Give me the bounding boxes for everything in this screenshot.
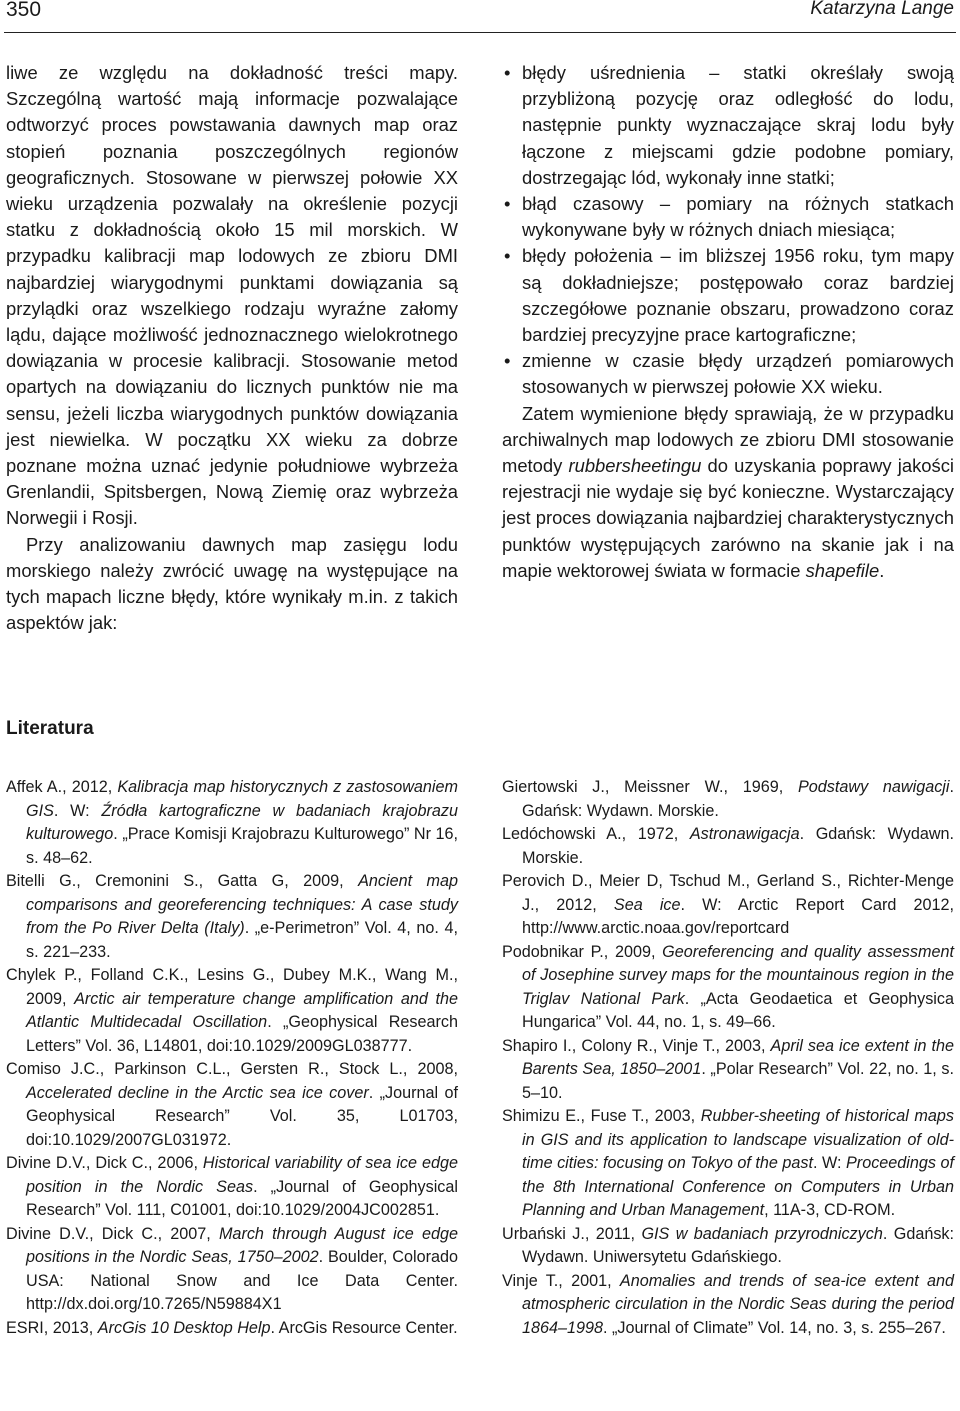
bullet-item xyxy=(502,348,954,400)
reference-text: . „Journal of Geophysical Research” Vol. 111, C01001, doi:10.1029/2004JC002851. xyxy=(26,1177,458,1219)
reference-text: Vinje T., 2001, xyxy=(502,1271,620,1290)
reference-text: Shapiro I., Colony R., Vinje T., 2003, xyxy=(502,1036,771,1055)
reference-title: April sea ice extent in the Barents Sea, 1850–2001 xyxy=(522,1036,954,1078)
bullet-list xyxy=(502,60,954,401)
reference-text: . Gdańsk: Wydawn. Uniwersytetu Gdańskiego. xyxy=(522,1224,955,1266)
bullet-icon: • xyxy=(504,245,511,267)
reference-title: GIS w badaniach przyrodniczych xyxy=(641,1224,883,1243)
reference-text: Comiso J.C., Parkinson C.L., Gersten R., Stock L., 2008, xyxy=(6,1060,458,1078)
reference-text: . „Polar Research” Vol. 22, no. 1, s. 5–10. xyxy=(522,1060,954,1102)
reference-title: ArcGis 10 Desktop Help xyxy=(97,1318,271,1337)
references-heading: Literatura xyxy=(6,718,94,739)
reference-title: Georeferencing and quality assessment of Josephine survey maps for the mountainous region in the Triglav National Park xyxy=(522,942,954,1008)
body-paragraph: Przy analizowaniu dawnych map zasięgu lodu morskiego należy zwrócić uwagę na występujące na tych mapach liczne błędy, które wynikały m.in. z takich aspektów jak: xyxy=(6,533,458,634)
text-run: do uzyskania poprawy jakości rejestracji nie wydaje się być konieczne. Wystarczający jest proces dowiązania najbardziej charakterystycznych punktów występujących zarówno na skanie jak i na mapie wektorowej świata w formacie xyxy=(502,455,954,581)
body-paragraph xyxy=(502,401,954,584)
reference-entry xyxy=(6,776,458,870)
bullet-icon: • xyxy=(504,350,511,372)
text-run: Zatem wymienione błędy sprawiają, że w przypadku archiwalnych map lodowych ze zbioru DMI stosowanie metody xyxy=(502,402,954,477)
reference-entry xyxy=(502,1270,954,1341)
header-rule xyxy=(4,32,956,33)
reference-text: . „Prace Komisji Krajobrazu Kulturowego” Nr 16, s. 48–62. xyxy=(26,825,458,867)
reference-title: Accelerated decline in the Arctic sea ice cover xyxy=(26,1083,369,1102)
italic-term: shapefile xyxy=(805,559,880,581)
reference-text: Affek A., 2012, xyxy=(6,778,118,796)
bullet-text: błędy położenia – im bliższej 1956 roku, tym mapy są dokładniejsze; postępowało coraz bardziej szczegółowe poznanie obszaru, prowadzono coraz bardziej precyzyjne prace kartograficzne; xyxy=(522,245,954,346)
reference-title: Arctic air temperature change amplification and the Atlantic Multidecadal Oscillation xyxy=(26,989,458,1031)
references-column-right xyxy=(502,776,954,1340)
reference-text: . Gdańsk: Wydawn. Morskie. xyxy=(522,825,955,867)
bullet-item xyxy=(502,60,954,191)
reference-text: Divine D.V., Dick C., 2006, xyxy=(6,1154,203,1172)
reference-text: ESRI, 2013, xyxy=(6,1318,98,1337)
reference-text: . Gdańsk: Wydawn. Morskie. xyxy=(522,778,955,820)
reference-title: Sea ice xyxy=(613,895,681,914)
references-column-left xyxy=(6,776,458,1340)
reference-title: Podstawy nawigacji xyxy=(797,778,950,796)
reference-text: Ledóchowski A., 1972, xyxy=(502,825,690,843)
bullet-icon: • xyxy=(504,62,511,83)
reference-text: Chylek P., Folland C.K., Lesins G., Dubey M.K., Wang M., 2009, xyxy=(6,966,458,1008)
reference-text: . W: Arctic Report Card 2012, http://www.arctic.noaa.gov/reportcard xyxy=(522,895,954,937)
reference-text: Bitelli G., Cremonini S., Gatta G, 2009, xyxy=(6,872,359,890)
reference-title: Rubber-sheeting of historical maps in GIS and its application to landscape visualization of old-time cities: focusing on Tokyo of the past xyxy=(522,1107,954,1172)
reference-entry xyxy=(502,823,954,870)
text-run: . xyxy=(879,559,885,581)
reference-text: . W: xyxy=(53,801,102,820)
reference-title: March through August ice edge positions in the Nordic Seas, 1750–2002 xyxy=(26,1224,458,1266)
bullet-item xyxy=(502,191,954,243)
bullet-text: zmienne w czasie błędy urządzeń pomiarowych stosowanych w pierwszej połowie XX wieku. xyxy=(522,350,954,398)
reference-entry xyxy=(502,870,954,941)
reference-entry xyxy=(502,1035,954,1106)
reference-text: . „Geophysical Research Letters” Vol. 36, L14801, doi:10.1029/2009GL038777. xyxy=(26,1013,458,1055)
reference-entry xyxy=(6,870,458,964)
reference-entry xyxy=(6,1223,458,1317)
reference-title: Astronawigacja xyxy=(689,825,800,843)
reference-entry xyxy=(502,776,954,823)
reference-entry xyxy=(502,1223,954,1270)
reference-text: Shimizu E., Fuse T., 2003, xyxy=(502,1107,701,1125)
reference-title: Kalibracja map historycznych z zastosowaniem GIS xyxy=(26,778,459,820)
running-head: Katarzyna Lange xyxy=(810,0,954,19)
body-column-right xyxy=(502,60,954,584)
reference-entry xyxy=(6,1317,458,1341)
reference-title: Anomalies and trends of sea-ice extent and atmospheric circulation in the Nordic Seas during the period 1864–1998 xyxy=(522,1271,954,1337)
reference-text: . W: xyxy=(813,1154,846,1172)
reference-text: Podobnikar P., 2009, xyxy=(502,942,663,961)
reference-text: . „Journal of Climate” Vol. 14, no. 3, s. 255–267. xyxy=(603,1318,946,1337)
reference-text: . „Journal of Geophysical Research” Vol. 35, L01703, doi:10.1029/2007GL031972. xyxy=(26,1083,458,1149)
body-column-left xyxy=(6,60,458,636)
page-number: 350 xyxy=(6,0,42,21)
reference-entry xyxy=(502,941,954,1035)
bullet-item xyxy=(502,243,954,348)
italic-term: rubbersheetingu xyxy=(568,455,702,477)
reference-text: Divine D.V., Dick C., 2007, xyxy=(6,1224,219,1243)
reference-entry xyxy=(6,1152,458,1223)
reference-entry xyxy=(502,1105,954,1223)
reference-text: Giertowski J., Meissner W., 1969, xyxy=(502,778,798,796)
reference-title: Proceedings of the 8th International Conference on Computers in Urban Planning and Urban Management xyxy=(522,1154,954,1219)
reference-entry xyxy=(6,964,458,1058)
bullet-text: błędy uśrednienia – statki określały swoją przybliżoną pozycję oraz odległość do lodu, następnie punkty wyznaczające skraj lodu były łączone z miejscami gdzie podobne pomiary, dostrzegając lód, wykonały inne statki; xyxy=(522,62,954,188)
reference-title: Ancient map comparisons and georeferencing techniques: A case study from the Po River Delta (Italy) xyxy=(26,872,458,937)
reference-text: . „e-Perimetron” Vol. 4, no. 4, s. 221–233. xyxy=(26,919,458,961)
reference-text: . Boulder, Colorado USA: National Snow and Ice Data Center. http://dx.doi.org/10.7265/N59884X1 xyxy=(26,1248,458,1313)
reference-entry xyxy=(6,1058,458,1152)
reference-title: Historical variability of sea ice edge position in the Nordic Seas xyxy=(26,1154,458,1196)
reference-text: Perovich D., Meier D, Tschud M., Gerland S., Richter-Menge J., 2012, xyxy=(502,872,954,914)
reference-title: Źródła kartograficzne w badaniach krajobrazu kulturowego xyxy=(26,801,458,843)
body-paragraph: liwe ze względu na dokładność treści mapy. Szczególną wartość mają informacje pozwalające odtworzyć proces powstawania dawnych map oraz stopień poznania poszczególnych regionów geograficznych. Stosowane w pierwszej połowie XX wieku urządzenia pozwalały na określenie pozycji statku z dokładnością około 15 mil morskich. W przypadku kalibracji map lodowych ze zbioru DMI najbardziej wiarygodnymi punktami dowiązania są przylądki oraz wszelkiego rodzaju wyraźne załomy lądu, dające możliwość jednoznacznego wielokrotnego dowiązania w procesie kalibracji. Stosowanie metod opartych na dowiązaniu do licznych punktów nie ma sensu, jeżeli liczba wiarygodnych punktów dowiązania jest niewielka. W początku XX wieku za dobrze poznane można uznać jedynie południowe wybrzeża Grenlandii, Spitsbergen, Nową Ziemię oraz wybrzeża Norwegii i Rosji. xyxy=(6,62,458,529)
reference-text: . ArcGis Resource Center. xyxy=(270,1318,458,1337)
bullet-text: błąd czasowy – pomiary na różnych statkach wykonywane były w różnych dniach miesiąca; xyxy=(522,193,954,241)
reference-text: . „Acta Geodaetica et Geophysica Hungarica” Vol. 44, no. 1, s. 49–66. xyxy=(522,989,955,1031)
bullet-icon: • xyxy=(504,193,511,215)
reference-text: Urbański J., 2011, xyxy=(502,1224,642,1243)
reference-text: , 11A-3, CD-ROM. xyxy=(764,1201,896,1219)
